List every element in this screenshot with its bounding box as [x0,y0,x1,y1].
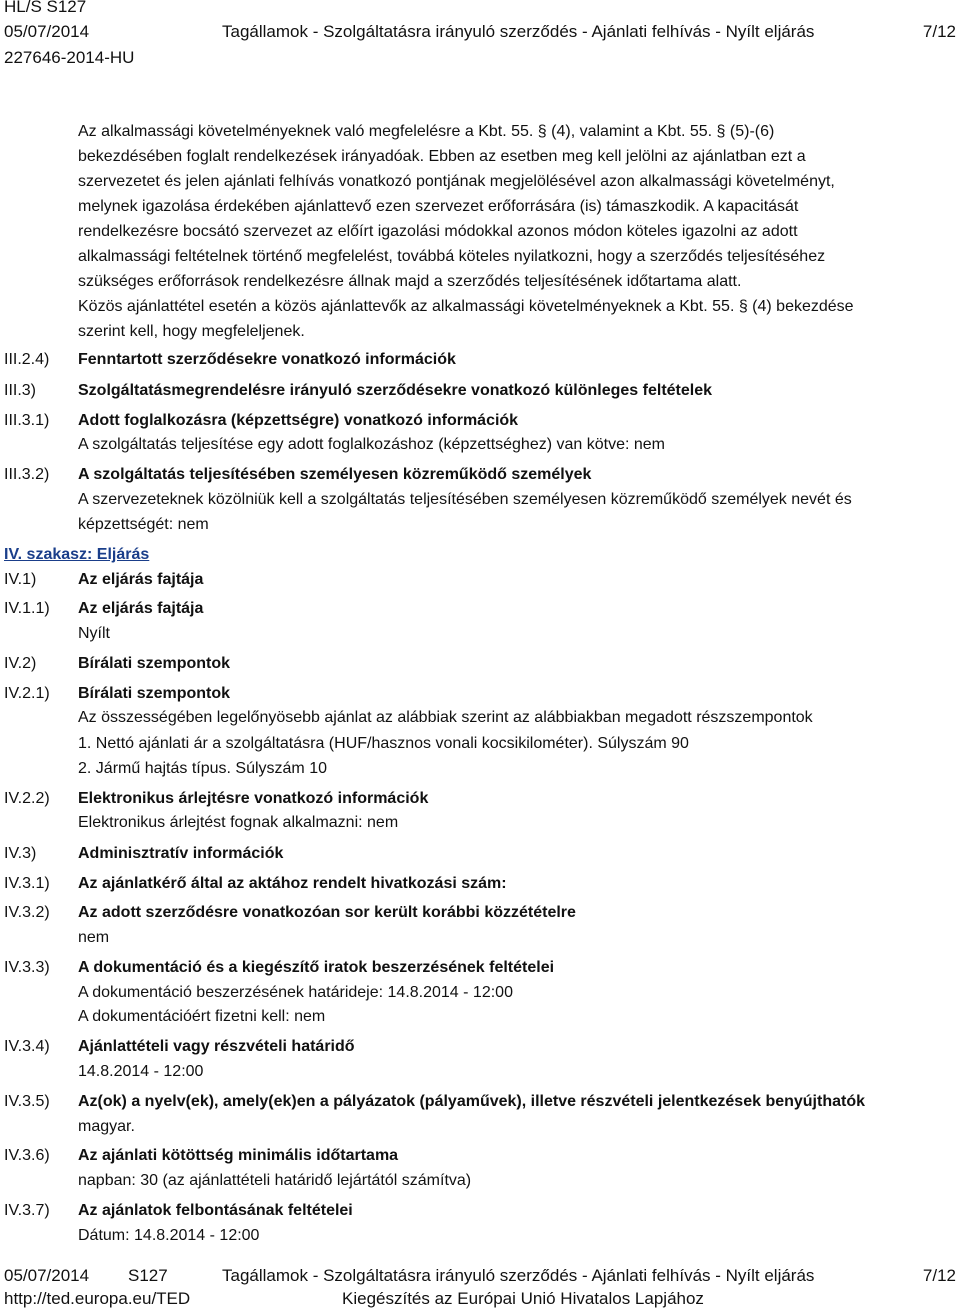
intro-line: rendelkezésre bocsátó szervezet az előírt igazolási módokkal azonos módon köteles igazolni az adott [78,223,798,240]
section-value: Nyílt [78,625,110,642]
section-value: 14.8.2014 - 12:00 [78,1063,204,1080]
section-number: IV.1.1) [4,600,50,617]
section-heading: Az ajánlatok felbontásának feltételei [78,1202,353,1219]
section-iv-title: IV. szakasz: Eljárás [4,546,150,563]
intro-line: szervezetet és jelen ajánlati felhívás vonatkozó pontjának megjelölésével azon alkalmassági követelményt, [78,173,835,190]
footer-title: Tagállamok - Szolgáltatásra irányuló szerződés - Ajánlati felhívás - Nyílt eljárás [222,1266,815,1285]
intro-line: melynek igazolása érdekében ajánlattevő ezen szervezet erőforrására (is) támaszkodik. A kapacitását [78,198,799,215]
section-heading: Adott foglalkozásra (képzettségre) vonatkozó információk [78,412,519,429]
section-value: nem [78,929,110,946]
footer-page: 7/12 [922,1266,956,1285]
section-number: III.2.4) [4,351,50,368]
section-value: Az összességében legelőnyösebb ajánlat az alábbiak szerint az alábbiakban megadott részszempontok [78,709,813,726]
section-value: A szervezeteknek közölniük kell a szolgáltatás teljesítésében személyesen közreműködő személyek nevét és [78,491,852,508]
section-heading: Bírálati szempontok [78,655,231,672]
section-heading: Az adott szerződésre vonatkozóan sor került korábbi közzétételre [78,904,576,921]
section-value: A dokumentáció beszerzésének határideje: 14.8.2014 - 12:00 [78,984,513,1001]
section-number: IV.3.2) [4,904,50,921]
section-number: IV.3) [4,845,37,862]
section-number: IV.3.5) [4,1093,50,1110]
section-number: IV.3.7) [4,1202,50,1219]
section-number: III.3.2) [4,466,50,483]
section-value: napban: 30 (az ajánlattételi határidő lejártától számítva) [78,1172,472,1189]
section-heading: Bírálati szempontok [78,685,231,702]
footer-supplement: Kiegészítés az Európai Unió Hivatalos Lapjához [342,1289,704,1308]
section-value: magyar. [78,1118,135,1135]
section-number: IV.2.1) [4,685,50,702]
footer-date: 05/07/2014 [4,1266,90,1285]
section-number: IV.3.6) [4,1147,50,1164]
section-value: A szolgáltatás teljesítése egy adott foglalkozáshoz (képzettséghez) van kötve: nem [78,436,665,453]
footer-url[interactable]: http://ted.europa.eu/TED [4,1289,191,1308]
section-heading: Elektronikus árlejtésre vonatkozó információk [78,790,429,807]
section-heading: Szolgáltatásmegrendelésre irányuló szerződésekre vonatkozó különleges feltételek [78,382,713,399]
section-number: III.3.1) [4,412,50,429]
journal-ref: HL/S S127 [4,0,87,16]
document-id: 227646-2014-HU [4,48,135,67]
section-number: IV.3.3) [4,959,50,976]
section-number: IV.3.4) [4,1038,50,1055]
section-number: III.3) [4,382,37,399]
section-heading: Az ajánlatkérő által az aktához rendelt hivatkozási szám: [78,875,507,892]
section-heading: Az(ok) a nyelv(ek), amely(ek)en a pályázatok (pályaművek), illetve részvételi jelentkezések benyújthatók [78,1093,865,1110]
section-value: 1. Nettó ajánlati ár a szolgáltatásra (HUF/hasznos vonali kocsikilométer). Súlyszám 90 [78,735,689,752]
section-value: A dokumentációért fizetni kell: nem [78,1008,326,1025]
section-heading: Fenntartott szerződésekre vonatkozó információk [78,351,456,368]
section-value: Elektronikus árlejtést fognak alkalmazni: nem [78,814,399,831]
section-number: IV.3.1) [4,875,50,892]
section-heading: Az eljárás fajtája [78,600,204,617]
section-number: IV.1) [4,571,37,588]
header-page: 7/12 [922,22,956,41]
footer-series: S127 [128,1266,168,1285]
section-heading: A szolgáltatás teljesítésében személyesen közreműködő személyek [78,466,592,483]
section-value: Dátum: 14.8.2014 - 12:00 [78,1227,260,1244]
section-heading: A dokumentáció és a kiegészítő iratok beszerzésének feltételei [78,959,555,976]
header-title: Tagállamok - Szolgáltatásra irányuló szerződés - Ajánlati felhívás - Nyílt eljárás [222,22,815,41]
intro-line: alkalmassági feltételnek történő megfelelést, továbbá köteles nyilatkozni, hogy a szerződés teljesítéséhez [78,248,826,265]
header-date: 05/07/2014 [4,22,90,41]
section-number: IV.2) [4,655,37,672]
intro-line: Közös ajánlattétel esetén a közös ajánlattevők az alkalmassági követelményeknek a Kbt. 55. § (4) bekezdése [78,298,854,315]
intro-line: Az alkalmassági követelményeknek való megfelelésre a Kbt. 55. § (4), valamint a Kbt. 55. § (5)-(6) [78,123,775,140]
intro-line: szükséges erőforrások rendelkezésre állnak majd a szerződés teljesítésének időtartama alatt. [78,273,742,290]
section-heading: Ajánlattételi vagy részvételi határidő [78,1038,355,1055]
section-heading: Az ajánlati kötöttség minimális időtartama [78,1147,399,1164]
section-value: 2. Jármű hajtás típus. Súlyszám 10 [78,760,327,777]
intro-line: szerint kell, hogy megfeleljenek. [78,323,305,340]
intro-line: bekezdésében foglalt rendelkezések irányadóak. Ebben az esetben meg kell jelölni az ajánlatban ezt a [78,148,806,165]
section-number: IV.2.2) [4,790,50,807]
section-heading: Az eljárás fajtája [78,571,204,588]
section-value: képzettségét: nem [78,516,209,533]
section-heading: Adminisztratív információk [78,845,284,862]
